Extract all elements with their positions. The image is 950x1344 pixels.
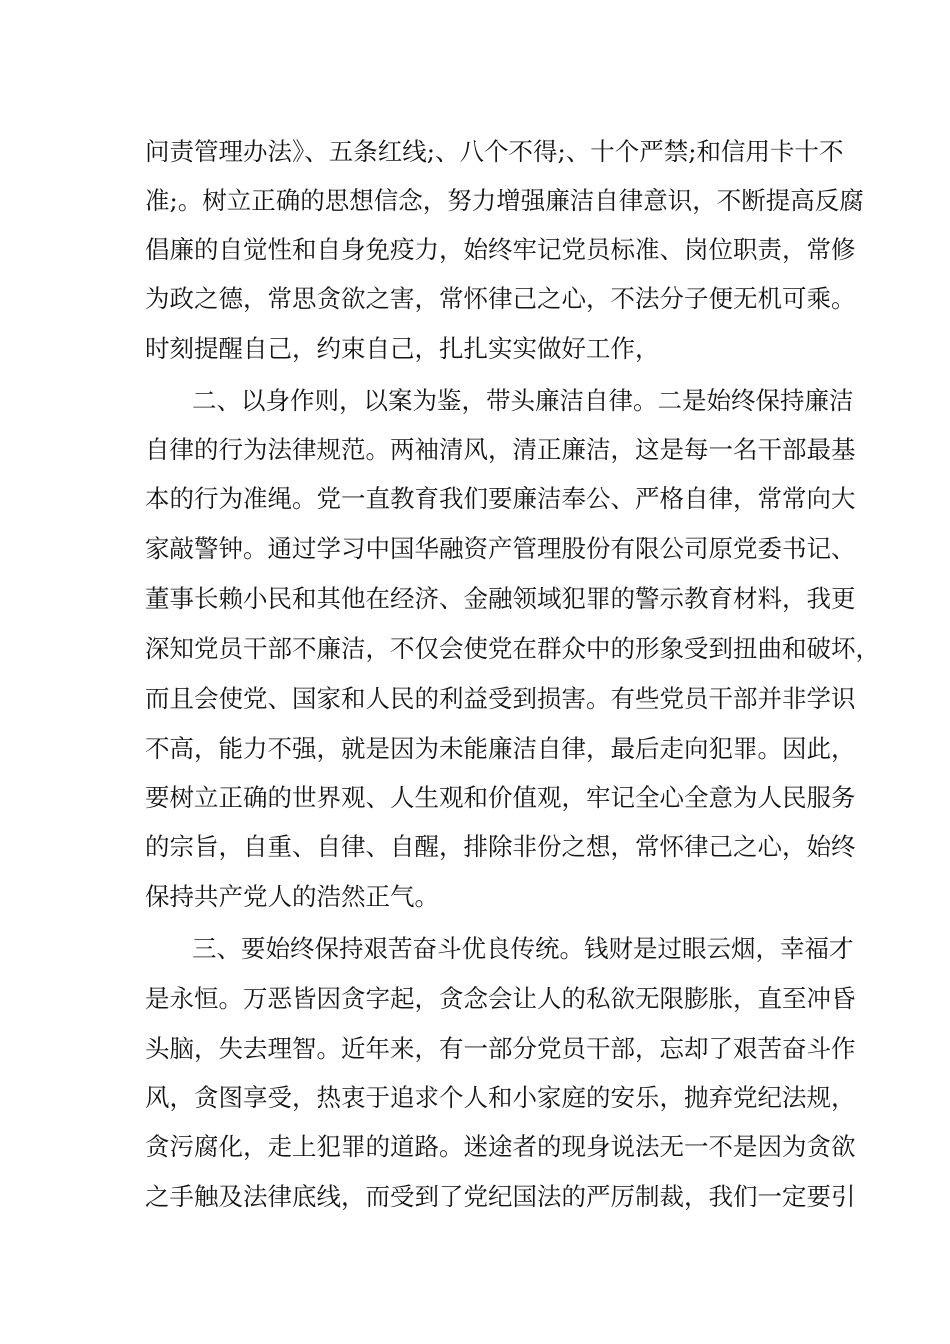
text-line: 要树立正确的世界观、人生观和价值观，牢记全心全意为人民服务 [145, 783, 856, 812]
text-line: 准;。树立正确的思想信念，努力增强廉洁自律意识，不断提高反腐 [145, 186, 864, 215]
paragraph-heading-3: 三、要始终保持艰苦奋斗优良传统。钱财是过眼云烟，幸福才 [192, 934, 854, 963]
text-line: 自律的行为法律规范。两袖清风，清正廉洁，这是每一名干部最基 [145, 435, 856, 464]
text-line: 本的行为准绳。党一直教育我们要廉洁奉公、严格自律，常常向大 [145, 484, 856, 513]
text-line: 保持共产党人的浩然正气。 [145, 882, 439, 911]
text-line: 倡廉的自觉性和自身免疫力，始终牢记党员标准、岗位职责，常修 [145, 235, 856, 264]
text-line: 头脑，失去理智。近年来，有一部分党员干部，忘却了艰苦奋斗作 [145, 1034, 856, 1063]
text-line: 而且会使党、国家和人民的利益受到损害。有些党员干部并非学识 [145, 684, 856, 713]
text-line: 不高，能力不强，就是因为未能廉洁自律，最后走向犯罪。因此， [145, 734, 856, 763]
text-line: 深知党员干部不廉洁，不仅会使党在群众中的形象受到扭曲和破坏， [145, 634, 880, 663]
text-line: 时刻提醒自己，约束自己，扎扎实实做好工作， [145, 334, 660, 363]
paragraph-heading-2: 二、以身作则，以案为鉴，带头廉洁自律。二是始终保持廉洁 [192, 386, 854, 415]
text-line: 董事长赖小民和其他在经济、金融领域犯罪的警示教育材料，我更 [145, 584, 856, 613]
text-line: 为政之德，常思贪欲之害，常怀律己之心，不法分子便无机可乘。 [145, 284, 856, 313]
text-line: 问责管理办法》、五条红线;、八个不得;、十个严禁;和信用卡十不 [145, 137, 844, 166]
text-line: 是永恒。万恶皆因贪字起，贪念会让人的私欲无限膨胀，直至冲昏 [145, 984, 856, 1013]
text-line: 风，贪图享受，热衷于追求个人和小家庭的安乐，抛弃党纪法规， [145, 1083, 856, 1112]
text-line: 之手触及法律底线，而受到了党纪国法的严厉制裁，我们一定要引 [145, 1182, 856, 1211]
text-line: 的宗旨，自重、自律、自醒，排除非份之想，常怀律己之心，始终 [145, 832, 856, 861]
text-line: 贪污腐化，走上犯罪的道路。迷途者的现身说法无一不是因为贪欲 [145, 1132, 856, 1161]
text-line: 家敲警钟。通过学习中国华融资产管理股份有限公司原党委书记、 [145, 534, 856, 563]
